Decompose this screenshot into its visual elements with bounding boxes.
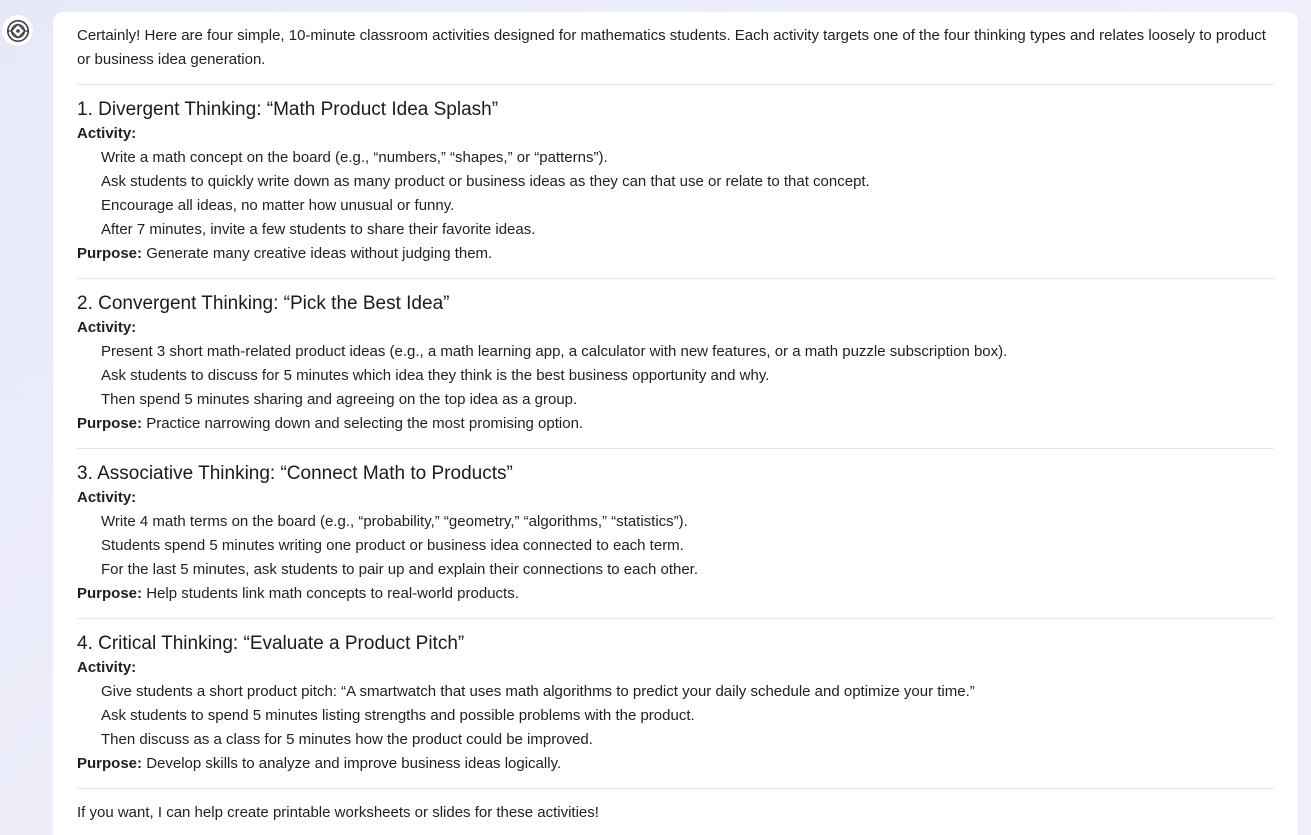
activity-steps [77, 146, 1274, 242]
activity-step: Present 3 short math-related product ideas (e.g., a math learning app, a calculator with new features, or a math puzzle subscription box). [101, 343, 1008, 360]
activity-step: Ask students to quickly write down as many product or business ideas as they can that use or relate to that concept. [101, 173, 870, 190]
activity-step: Ask students to spend 5 minutes listing strengths and possible problems with the product. [101, 707, 695, 724]
purpose-label: Purpose: [77, 755, 143, 772]
purpose-text: Develop skills to analyze and improve business ideas logically. [146, 755, 562, 772]
purpose-line [77, 242, 1274, 266]
purpose-line [77, 412, 1274, 436]
purpose-text: Generate many creative ideas without judging them. [146, 245, 493, 262]
section-title: 2. Convergent Thinking: “Pick the Best Idea” [77, 293, 450, 314]
purpose-line [77, 752, 1274, 776]
purpose-text: Help students link math concepts to real-world products. [146, 585, 519, 602]
activity-section-associative [77, 449, 1274, 618]
purpose-text: Practice narrowing down and selecting the most promising option. [146, 415, 584, 432]
activity-step: For the last 5 minutes, ask students to pair up and explain their connections to each other. [101, 561, 699, 578]
activity-section-divergent [77, 85, 1274, 278]
activity-step: Then spend 5 minutes sharing and agreeing on the top idea as a group. [101, 391, 578, 408]
activity-section-critical [77, 619, 1274, 788]
section-title: 4. Critical Thinking: “Evaluate a Product Pitch” [77, 633, 465, 654]
activity-step: Encourage all ideas, no matter how unusual or funny. [101, 197, 455, 214]
activity-label: Activity: [77, 125, 137, 142]
message-outro: If you want, I can help create printable worksheets or slides for these activities! [77, 804, 599, 821]
ai-assistant-logo-icon [6, 19, 30, 43]
section-title: 1. Divergent Thinking: “Math Product Idea Splash” [77, 99, 499, 120]
purpose-label: Purpose: [77, 245, 143, 262]
activity-step: Write a math concept on the board (e.g., “numbers,” “shapes,” or “patterns”). [101, 149, 608, 166]
purpose-label: Purpose: [77, 415, 143, 432]
activity-steps [77, 510, 1274, 582]
activity-step: Give students a short product pitch: “A smartwatch that uses math algorithms to predict your daily schedule and optimize your time.” [101, 683, 975, 700]
activity-label: Activity: [77, 319, 137, 336]
assistant-message [53, 12, 1298, 835]
activity-step: Ask students to discuss for 5 minutes which idea they think is the best business opportunity and why. [101, 367, 770, 384]
activity-label: Activity: [77, 489, 137, 506]
activity-step: After 7 minutes, invite a few students to share their favorite ideas. [101, 221, 536, 238]
activity-step: Then discuss as a class for 5 minutes how the product could be improved. [101, 731, 593, 748]
purpose-line [77, 582, 1274, 606]
activity-step: Students spend 5 minutes writing one product or business idea connected to each term. [101, 537, 684, 554]
purpose-label: Purpose: [77, 585, 143, 602]
activity-section-convergent [77, 279, 1274, 448]
message-intro: Certainly! Here are four simple, 10-minute classroom activities designed for mathematics students. Each activity targets one of the four thinking types and relates loosely to product or business idea generation. [77, 27, 1266, 68]
activity-steps [77, 680, 1274, 752]
section-title: 3. Associative Thinking: “Connect Math to Products” [77, 463, 513, 484]
activity-step: Write 4 math terms on the board (e.g., “probability,” “geometry,” “algorithms,” “statistics”). [101, 513, 688, 530]
assistant-avatar [2, 15, 33, 46]
activity-steps [77, 340, 1274, 412]
activity-label: Activity: [77, 659, 137, 676]
